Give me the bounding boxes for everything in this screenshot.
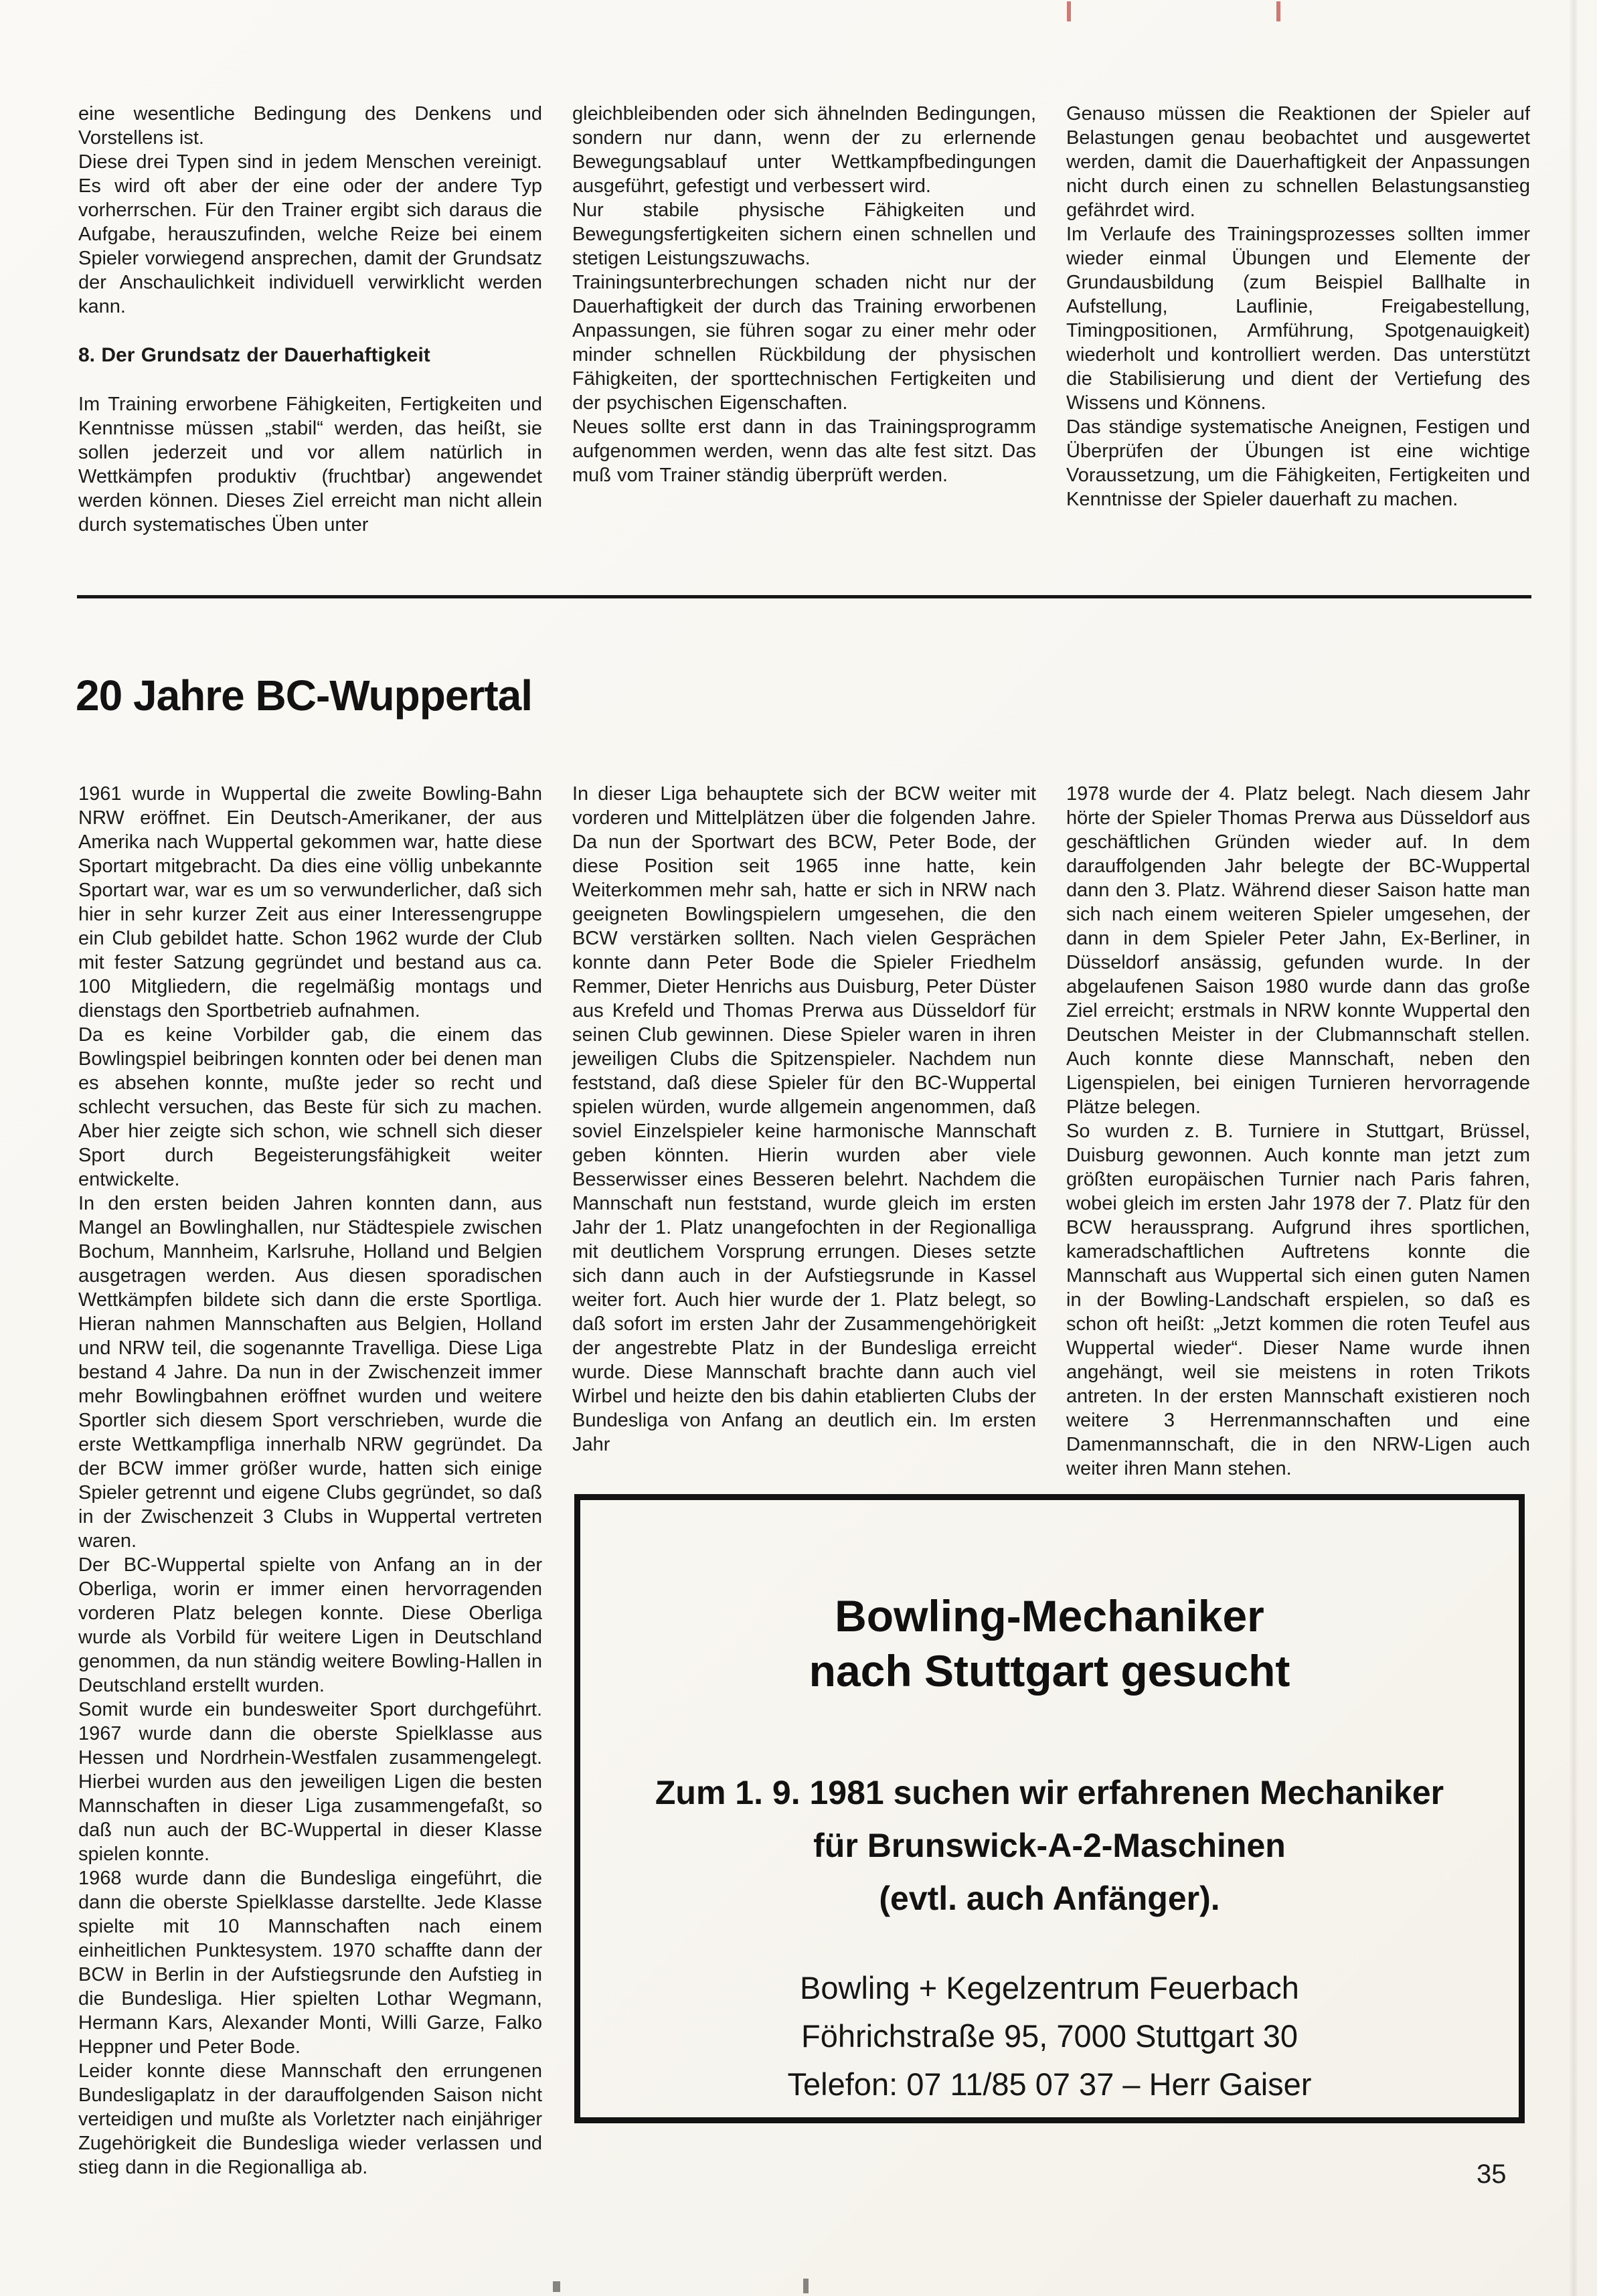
paragraph: In dieser Liga behauptete sich der BCW weiter mit vorderen und Mittelplätzen über die folgenden Jahre. Da nun der Sportwart des BCW, Peter Bode, der diese Position seit 1965 inne hatte, kein Weiterkommen mehr sah, hatte er sich in NRW nach geeigneten Bowlingspielern umgesehen, die den BCW verstärken sollten. Nach vielen Gesprächen konnte dann Peter Bode die Spieler Friedhelm Remmer, Dieter Henrichs aus Duisburg, Peter Düster aus Krefeld und Thomas Prerwa aus Düsseldorf für seinen Club gewinnen. Diese Spieler waren in ihren jeweiligen Clubs die Spitzenspieler. Nachdem nun feststand, daß diese Spieler für den BC-Wuppertal spielen würden, wurde allgemein angenommen, daß soviel Einzelspieler keine harmonische Mannschaft geben könnten. Hierin wurden aber viele Besserwisser eines Besseren belehrt. Nachdem die Mannschaft nun feststand, wurde gleich im ersten Jahr der 1. Platz unangefochten in der Regionalliga mit deutlichem Vorsprung errungen. Dieses setzte sich dann auch in der Aufstiegsrunde in Kassel weiter fort. Auch hier wurde der 1. Platz belegt, so daß sofort im ersten Jahr der Zusammengehörigkeit der angestrebte Platz in der Bundesliga erreicht wurde. Diese Mannschaft brachte dann auch viel Wirbel und heizte den bis dahin etablierten Clubs der Bundesliga von Anfang an deutlich ein. Im ersten Jahr xyxy=(572,783,1036,1455)
top-column-2 xyxy=(572,102,1036,537)
top-column-3 xyxy=(1066,102,1530,537)
section-heading: 8. Der Grundsatz der Dauerhaftigkeit xyxy=(78,344,430,366)
paragraph: gleichbleibenden oder sich ähnelnden Bedingungen, sondern nur dann, wenn der zu erlernende Bewegungsablauf unter Wettkampfbedingungen ausgeführt, gefestigt und verbessert wird. xyxy=(572,103,1036,197)
job-advertisement-box xyxy=(574,1494,1525,2123)
ad-body-line1: Zum 1. 9. 1981 suchen wir erfahrenen Mechaniker xyxy=(655,1774,1444,1811)
page-number: 35 xyxy=(1477,2159,1507,2189)
paragraph: 1968 wurde dann die Bundesliga eingeführt, die dann die oberste Spielklasse darstellte. Jede Klasse spielte mit 10 Mannschaften nach einem einheitlichen Punktesystem. 1970 schaffte dann der BCW in Berlin in der Aufstiegsrunde den Aufstieg in die Bundesliga. Hier spielten Lothar Wegmann, Hermann Kars, Alexander Monti, Willi Garze, Falko Heppner und Peter Bode. xyxy=(78,1868,542,2058)
paragraph: So wurden z. B. Turniere in Stuttgart, Brüssel, Duisburg gewonnen. Auch konnte man jetzt zum größten europäischen Turnier nach Paris fahren, wobei gleich im ersten Jahr 1978 der 7. Platz für den BCW heraussprang. Aufgrund ihres sportlichen, kameradschaftlichen Auftretens konnte die Mannschaft aus Wuppertal sich einen guten Namen in der Bowling-Landschaft erspielen, so daß es schon oft heißt: „Jetzt kommen die roten Teufel aus Wuppertal wieder“. Dieser Name wurde ihnen angehängt, weil sie meistens in roten Trikots antreten. In der ersten Mannschaft existieren noch weitere 3 Herrenmannschaften und eine Damenmannschaft, die in den NRW-Ligen auch weiter ihren Mann stehen. xyxy=(1066,1121,1530,1479)
paragraph: Da es keine Vorbilder gab, die einem das Bowlingspiel beibringen konnten oder bei denen man es absehen konnte, mußte jeder so recht und schlecht versuchen, das Beste für sich zu machen. Aber hier zeigte sich schon, wie schnell sich dieser Sport durch Begeisterungsfähigkeit weiter entwickelte. xyxy=(78,1024,542,1190)
scan-artifact-red-mark xyxy=(1276,1,1280,21)
paragraph: Leider konnte diese Mannschaft den errungenen Bundesligaplatz in der darauffolgenden Saison nicht verteidigen und mußte als Vorletzter nach einjähriger Zugehörigkeit die Bundesliga wieder verlassen und stieg dann in die Regionalliga ab. xyxy=(78,2060,542,2178)
paragraph: Im Verlaufe des Trainingsprozesses sollten immer wieder einmal Übungen und Elemente der Grundausbildung (zum Beispiel Ballhalte in Aufstellung, Lauflinie, Freigabestellung, Timingpositionen, Armführung, Spotgenauigkeit) wiederholt und kontrolliert werden. Das unterstützt die Stabilisierung und dient der Vertiefung des Wissens und Könnens. xyxy=(1066,224,1530,414)
article-column-1 xyxy=(78,782,542,2180)
ad-contact-address: Föhrichstraße 95, 7000 Stuttgart 30 xyxy=(801,2018,1298,2054)
paragraph: Genauso müssen die Reaktionen der Spieler auf Belastungen genau beobachtet und ausgewertet werden, damit die Dauerhaftigkeit der Anpassungen nicht durch einen zu schnellen Belastungsanstieg gefährdet wird. xyxy=(1066,103,1530,221)
paragraph: Der BC-Wuppertal spielte von Anfang an in der Oberliga, worin er immer einen hervorragenden vorderen Platz belegen konnte. Diese Oberliga wurde als Vorbild für weitere Ligen in Deutschland genommen, da nun ständig weitere Bowling-Hallen in Deutschland erstellt wurden. xyxy=(78,1554,542,1696)
ad-headline-line1: Bowling-Mechaniker xyxy=(835,1591,1264,1641)
scan-speck xyxy=(803,2279,809,2293)
paragraph: In den ersten beiden Jahren konnten dann, aus Mangel an Bowlinghallen, nur Städtespiele zwischen Bochum, Mannheim, Karlsruhe, Holland und Belgien ausgetragen werden. Aus diesen sporadischen Wettkämpfen bildete sich dann die erste Sportliga. Hieran nahmen Mannschaften aus Belgien, Holland und NRW teil, die sogenannte Travelliga. Diese Liga bestand 4 Jahre. Da nun in der Zwischenzeit immer mehr Bowlingbahnen eröffnet wurden und weitere Sportler sich diesem Sport verschrieben, wurde die erste Wettkampfliga innerhalb NRW gegründet. Da der BCW immer größer wurde, hatten sich einige Spieler getrennt und eigene Clubs gegründet, so daß in der Zwischenzeit 3 Clubs in Wuppertal vertreten waren. xyxy=(78,1193,542,1552)
ad-contact-name: Bowling + Kegelzentrum Feuerbach xyxy=(800,1970,1299,2005)
paragraph: Nur stabile physische Fähigkeiten und Bewegungsfertigkeiten sichern einen schnellen und stetigen Leistungszuwachs. xyxy=(572,199,1036,269)
paragraph: Das ständige systematische Aneignen, Festigen und Überprüfen der Übungen ist eine wichtige Voraussetzung, um die Fähigkeiten, Fertigkeiten und Kenntnisse der Spieler dauerhaft zu machen. xyxy=(1066,416,1530,510)
section-divider-rule xyxy=(77,595,1531,598)
top-column-1 xyxy=(78,102,542,537)
ad-headline-line2: nach Stuttgart gesucht xyxy=(809,1646,1290,1696)
scan-speck xyxy=(553,2281,560,2292)
scan-artifact-red-mark xyxy=(1067,1,1071,21)
paragraph: 1961 wurde in Wuppertal die zweite Bowling-Bahn NRW eröffnet. Ein Deutsch-Amerikaner, der aus Amerika nach Wuppertal gekommen war, hatte diese Sportart mitgebracht. Da dies eine völlig unbekannte Sportart war, war es um so verwunderlicher, daß sich hier in sehr kurzer Zeit aus einer Interessengruppe ein Club gebildet hatte. Schon 1962 wurde der Club mit fester Satzung gegründet und bestand aus ca. 100 Mitgliedern, die regelmäßig montags und dienstags den Sportbetrieb aufnahmen. xyxy=(78,783,542,1021)
paragraph: Diese drei Typen sind in jedem Menschen vereinigt. Es wird oft aber der eine oder der andere Typ vorherrschen. Für den Trainer ergibt sich daraus die Aufgabe, herauszufinden, welche Reize bei einem Spieler vorwiegend ansprechen, damit der Grundsatz der Anschaulichkeit individuell verwirklicht werden kann. xyxy=(78,151,542,317)
paragraph: Neues sollte erst dann in das Trainingsprogramm aufgenommen werden, wenn das alte fest sitzt. Das muß vom Trainer ständig überprüft werden. xyxy=(572,416,1036,486)
article-headline: 20 Jahre BC-Wuppertal xyxy=(76,671,532,720)
ad-contact-phone: Telefon: 07 11/85 07 37 – Herr Gaiser xyxy=(787,2066,1312,2102)
ad-body-line2: für Brunswick-A-2-Maschinen xyxy=(813,1827,1286,1864)
paragraph: Im Training erworbene Fähigkeiten, Fertigkeiten und Kenntnisse müssen „stabil“ werden, das heißt, sie sollen jederzeit und vor allem natürlich in Wettkämpfen produktiv (fruchtbar) angewendet werden können. Dieses Ziel erreicht man nicht allein durch systematisches Üben unter xyxy=(78,394,542,536)
ad-body-line3: (evtl. auch Anfänger). xyxy=(879,1880,1220,1917)
page-edge-crease xyxy=(1569,0,1578,2296)
paragraph: eine wesentliche Bedingung des Denkens und Vorstellens ist. xyxy=(78,103,542,149)
paragraph: Trainingsunterbrechungen schaden nicht nur der Dauerhaftigkeit der durch das Training erworbenen Anpassungen, sie führen sogar zu einer mehr oder minder schnellen Rückbildung der physischen Fähigkeiten, der sporttechnischen Fertigkeiten und der psychischen Eigenschaften. xyxy=(572,272,1036,414)
paragraph: 1978 wurde der 4. Platz belegt. Nach diesem Jahr hörte der Spieler Thomas Prerwa aus Düsseldorf aus geschäftlichen Gründen wieder auf. In dem darauffolgenden Jahr belegte der BC-Wuppertal dann den 3. Platz. Während dieser Saison hatte man sich nach einem weiteren Spieler umgesehen, der dann in dem Spieler Peter Jahn, Ex-Berliner, in Düsseldorf ansässig, gefunden wurde. In der abgelaufenen Saison 1980 wurde dann das große Ziel erreicht; erstmals in NRW konnte Wuppertal den Deutschen Meister in der Clubmannschaft stellen. Auch konnte diese Mannschaft, neben den Ligenspielen, bei einigen Turnieren hervorragende Plätze belegen. xyxy=(1066,783,1530,1118)
ad-body-text xyxy=(580,1767,1519,1925)
paragraph: Somit wurde ein bundesweiter Sport durchgeführt. 1967 wurde dann die oberste Spielklasse aus Hessen und Nordrhein-Westfalen zusammengelegt. Hierbei wurden aus den jeweiligen Ligen die besten Mannschaften in dieser Liga zusammengefaßt, so daß nun auch der BC-Wuppertal in dieser Klasse spielen konnte. xyxy=(78,1699,542,1865)
ad-headline xyxy=(580,1588,1519,1698)
top-article-section xyxy=(78,102,1530,537)
ad-contact-block xyxy=(580,1964,1519,2109)
